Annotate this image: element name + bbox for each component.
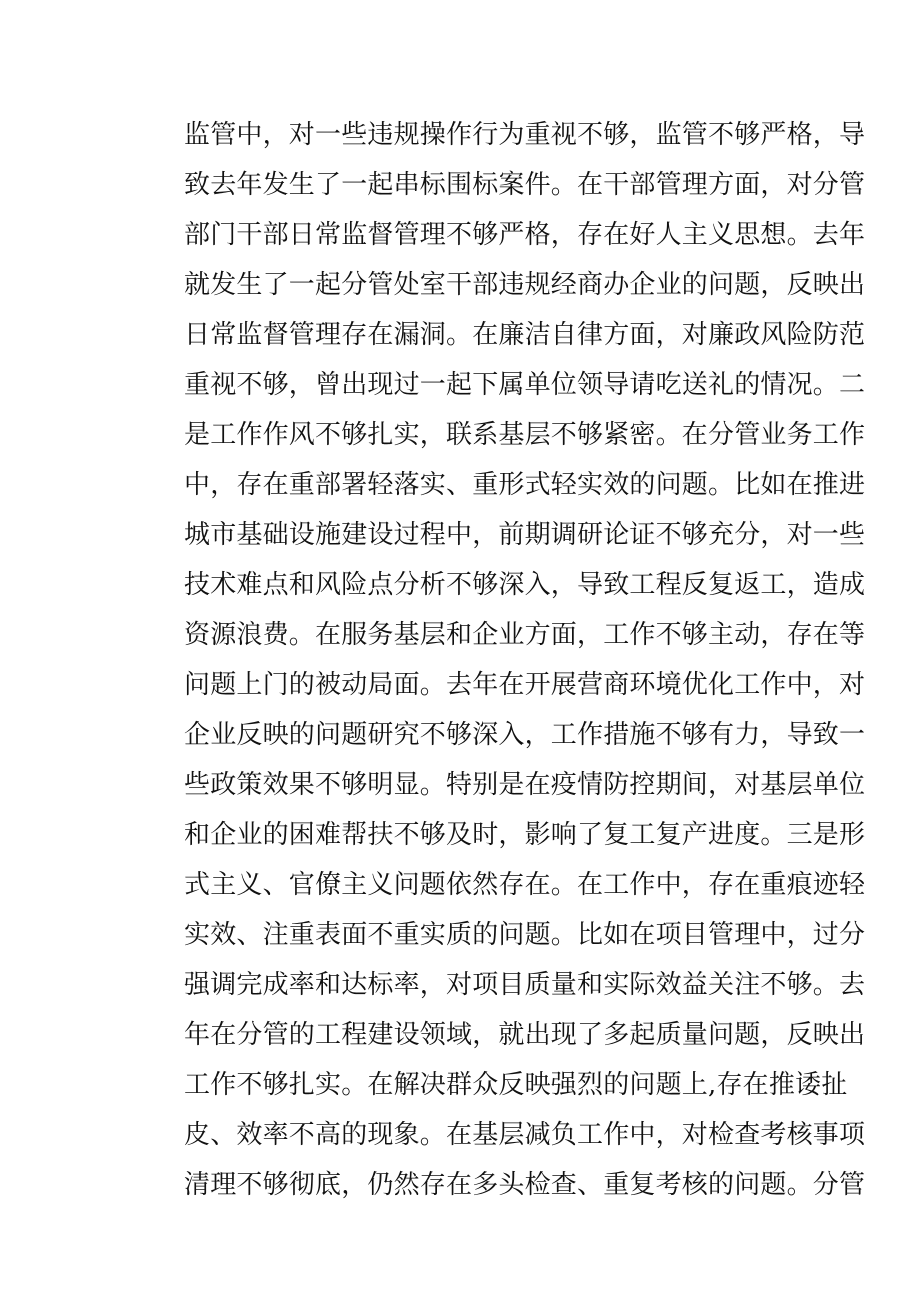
text-line: 中，存在重部署轻落实、重形式轻实效的问题。比如在推进: [184, 470, 866, 500]
text-line: 重视不够，曾出现过一起下属单位领导请吃送礼的情况。二: [184, 370, 866, 400]
body-text: [184, 110, 866, 1210]
text-line: 些政策效果不够明显。特别是在疫情防控期间，对基层单位: [184, 770, 866, 800]
text-line: 问题上门的被动局面。去年在开展营商环境优化工作中，对: [184, 670, 866, 700]
text-line: 就发生了一起分管处室干部违规经商办企业的问题，反映出: [184, 270, 866, 300]
text-line: 和企业的困难帮扶不够及时，影响了复工复产进度。三是形: [184, 820, 866, 850]
text-line: 致去年发生了一起串标围标案件。在干部管理方面，对分管: [184, 170, 866, 200]
text-line: 皮、效率不高的现象。在基层减负工作中，对检查考核事项: [184, 1120, 866, 1150]
text-line: 资源浪费。在服务基层和企业方面，工作不够主动，存在等: [184, 620, 866, 650]
text-line: 日常监督管理存在漏洞。在廉洁自律方面，对廉政风险防范: [184, 320, 866, 350]
text-line: 清理不够彻底，仍然存在多头检查、重复考核的问题。分管: [184, 1170, 866, 1200]
text-line: 是工作作风不够扎实，联系基层不够紧密。在分管业务工作: [184, 420, 866, 450]
text-line: 部门干部日常监督管理不够严格，存在好人主义思想。去年: [184, 220, 866, 250]
text-line: 技术难点和风险点分析不够深入，导致工程反复返工，造成: [184, 570, 866, 600]
text-line: 监管中，对一些违规操作行为重视不够，监管不够严格，导: [184, 120, 866, 150]
text-line: 年在分管的工程建设领域，就出现了多起质量问题，反映出: [184, 1020, 866, 1050]
text-line: 实效、注重表面不重实质的问题。比如在项目管理中，过分: [184, 920, 866, 950]
text-line: 工作不够扎实。在解决群众反映强烈的问题上,存在推诿扯: [184, 1070, 848, 1100]
text-line: 强调完成率和达标率，对项目质量和实际效益关注不够。去: [184, 970, 866, 1000]
text-line: 企业反映的问题研究不够深入，工作措施不够有力，导致一: [184, 720, 866, 750]
text-line: 式主义、官僚主义问题依然存在。在工作中，存在重痕迹轻: [184, 870, 866, 900]
text-line: 城市基础设施建设过程中，前期调研论证不够充分，对一些: [184, 520, 866, 550]
